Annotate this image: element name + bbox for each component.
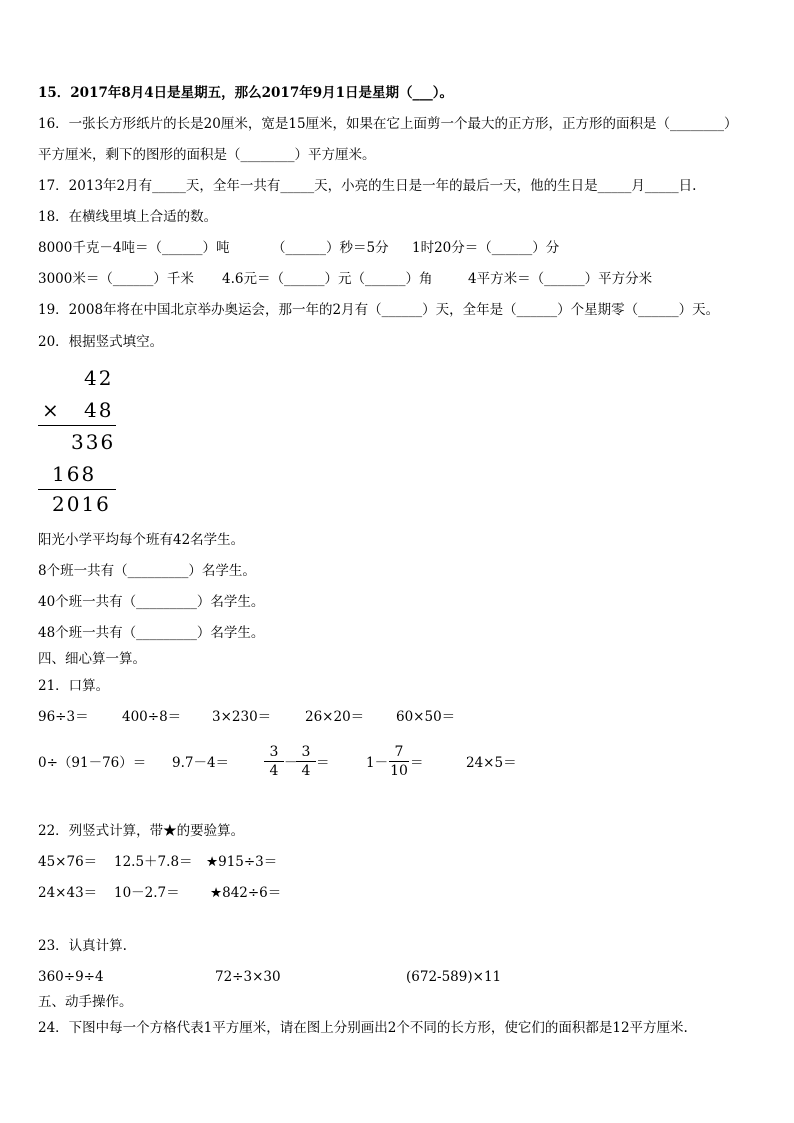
numerator: 3 <box>269 744 279 760</box>
fraction-bar <box>296 761 316 762</box>
vertical-multiplier: 48 <box>84 398 114 422</box>
oral-calc-item: 0÷（91－76）＝ <box>38 755 147 771</box>
column-calc-item: 45×76＝ <box>38 854 98 870</box>
calc-item: 360÷9÷4 <box>38 969 104 985</box>
oral-calc-item: 60×50＝ <box>396 709 456 725</box>
denominator: 10 <box>390 763 408 779</box>
column-calc-item: 12.5＋7.8＝ <box>114 854 193 870</box>
denominator: 4 <box>269 763 279 779</box>
question-16-line2: 平方厘米，剩下的图形的面积是（________）平方厘米。 <box>38 147 376 163</box>
question-19: 19．2008年将在中国北京举办奥运会，那一年的2月有（______）天，全年是（______）个星期零（______）天。 <box>38 302 720 318</box>
question-16-line1: 16．一张长方形纸片的长是20厘米，宽是15厘米，如果在它上面剪一个最大的正方形，正方形的面积是（________） <box>38 116 738 132</box>
oral-calc-item: 400÷8＝ <box>122 709 182 725</box>
minus-sign: － <box>284 755 298 771</box>
vertical-partial-product-2: 168 <box>52 462 97 486</box>
question-18: 18．在横线里填上合适的数。 <box>38 209 218 225</box>
question-18-item: （______）秒＝5分 <box>272 240 389 256</box>
question-20-a: 8个班一共有（_________）名学生。 <box>38 563 256 579</box>
vertical-line <box>38 425 116 426</box>
question-20: 20．根据竖式填空。 <box>38 334 164 350</box>
fraction-bar <box>389 761 409 762</box>
vertical-partial-product-1: 336 <box>71 430 116 454</box>
question-18-item: 8000千克－4吨＝（______）吨 <box>38 240 230 256</box>
question-17: 17．2013年2月有_____天，全年一共有_____天，小亮的生日是一年的最后一天，他的生日是_____月_____日. <box>38 178 697 194</box>
oral-calc-item: 9.7－4＝ <box>172 755 230 771</box>
question-20-c: 48个班一共有（_________）名学生。 <box>38 625 265 641</box>
vertical-result: 2016 <box>52 492 111 516</box>
fraction-bar <box>264 761 284 762</box>
question-21: 21．口算。 <box>38 678 110 694</box>
vertical-multiplicand: 42 <box>84 366 114 390</box>
oral-calc-item: 26×20＝ <box>305 709 365 725</box>
question-18-item: 4平方米＝（______）平方分米 <box>468 271 653 287</box>
question-18-item: 1时20分＝（______）分 <box>412 240 560 256</box>
question-20-text: 阳光小学平均每个班有42名学生。 <box>38 532 245 548</box>
fraction <box>389 744 409 779</box>
question-15: 15．2017年8月4日是星期五，那么2017年9月1日是星期（___）。 <box>38 85 454 101</box>
fraction <box>264 744 284 779</box>
equals-sign: ＝ <box>410 755 424 771</box>
question-18-item: 4.6元＝（______）元（______）角 <box>222 271 433 287</box>
calc-item: (672-589)×11 <box>406 969 502 985</box>
oral-calc-item: 3×230＝ <box>212 709 272 725</box>
whole-minus: 1－ <box>366 755 389 771</box>
calc-item: 72÷3×30 <box>215 969 281 985</box>
question-20-b: 40个班一共有（_________）名学生。 <box>38 594 265 610</box>
section-5-heading: 五、动手操作。 <box>38 994 133 1010</box>
question-18-item: 3000米＝（______）千米 <box>38 271 194 287</box>
oral-calc-item: 24×5＝ <box>466 755 517 771</box>
oral-calc-item: 96÷3＝ <box>38 709 89 725</box>
denominator: 4 <box>301 763 311 779</box>
fraction <box>296 744 316 779</box>
question-24: 24．下图中每一个方格代表1平方厘米，请在图上分别画出2个不同的长方形，使它们的面积都是12平方厘米. <box>38 1020 688 1036</box>
column-calc-item: ★842÷6＝ <box>210 885 282 901</box>
question-22: 22．列竖式计算，带★的要验算。 <box>38 823 245 839</box>
column-calc-item: 10－2.7＝ <box>114 885 180 901</box>
section-4-heading: 四、细心算一算。 <box>38 651 146 667</box>
vertical-operator: × <box>42 398 61 422</box>
column-calc-item: ★915÷3＝ <box>206 854 278 870</box>
numerator: 3 <box>301 744 311 760</box>
vertical-line <box>38 489 116 490</box>
column-calc-item: 24×43＝ <box>38 885 98 901</box>
equals-sign: ＝ <box>316 755 330 771</box>
numerator: 7 <box>394 744 404 760</box>
question-23: 23．认真计算. <box>38 938 127 954</box>
